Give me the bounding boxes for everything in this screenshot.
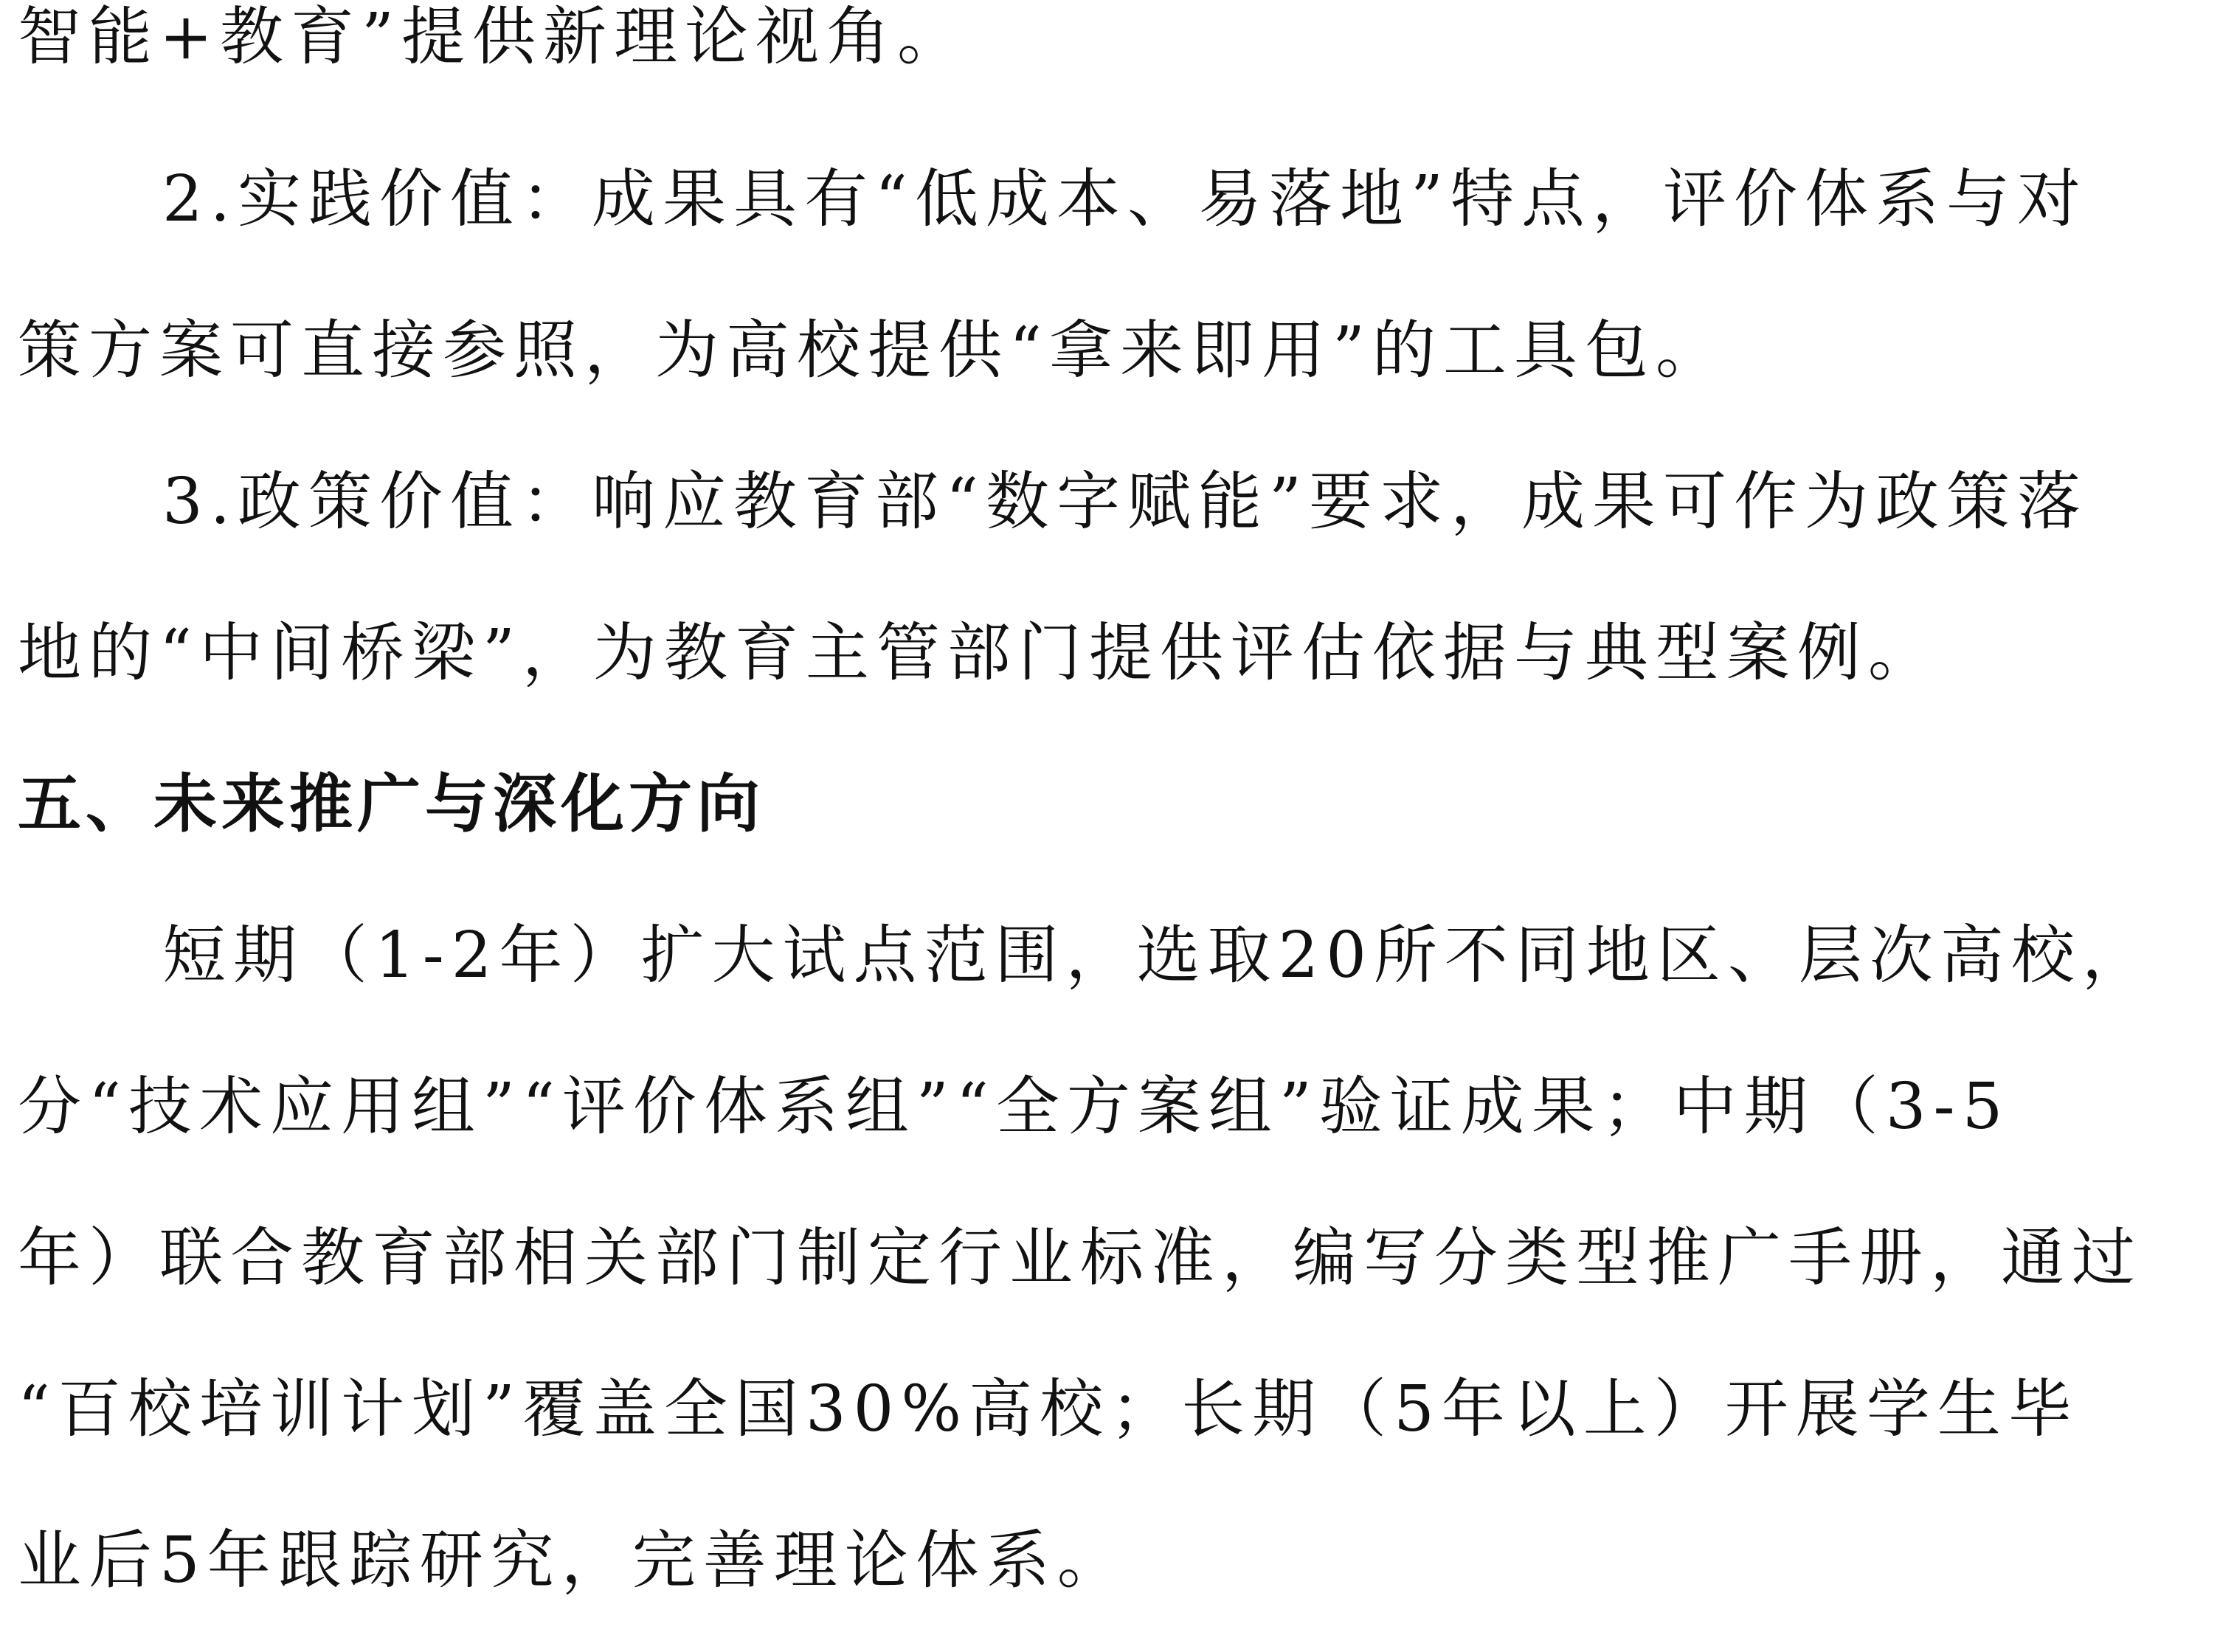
text-line: 短期（1-2年）扩大试点范围，选取20所不同地区、层次高校， <box>162 919 2153 992</box>
text-line: 年）联合教育部相关部门制定行业标准，编写分类型推广手册，通过 <box>18 1221 2143 1295</box>
text-line: 地的“中间桥梁”，为教育主管部门提供评估依据与典型案例。 <box>18 616 1939 690</box>
text-line: “百校培训计划”覆盖全国30%高校；长期（5年以上）开展学生毕 <box>18 1372 2079 1446</box>
text-line: 3.政策价值：响应教育部“数字赋能”要求，成果可作为政策落 <box>162 465 2088 539</box>
text-line: 策方案可直接参照，为高校提供“拿来即用”的工具包。 <box>18 314 1726 387</box>
section-heading: 五、未来推广与深化方向 <box>18 767 764 841</box>
text-line: 业后5年跟踪研究，完善理论体系。 <box>18 1524 1128 1597</box>
text-line: 智能+教育”提供新理论视角。 <box>18 0 969 74</box>
text-line: 分“技术应用组”“评价体系组”“全方案组”验证成果；中期（3-5 <box>18 1070 2010 1144</box>
text-line: 2.实践价值：成果具有“低成本、易落地”特点，评价体系与对 <box>162 162 2088 236</box>
